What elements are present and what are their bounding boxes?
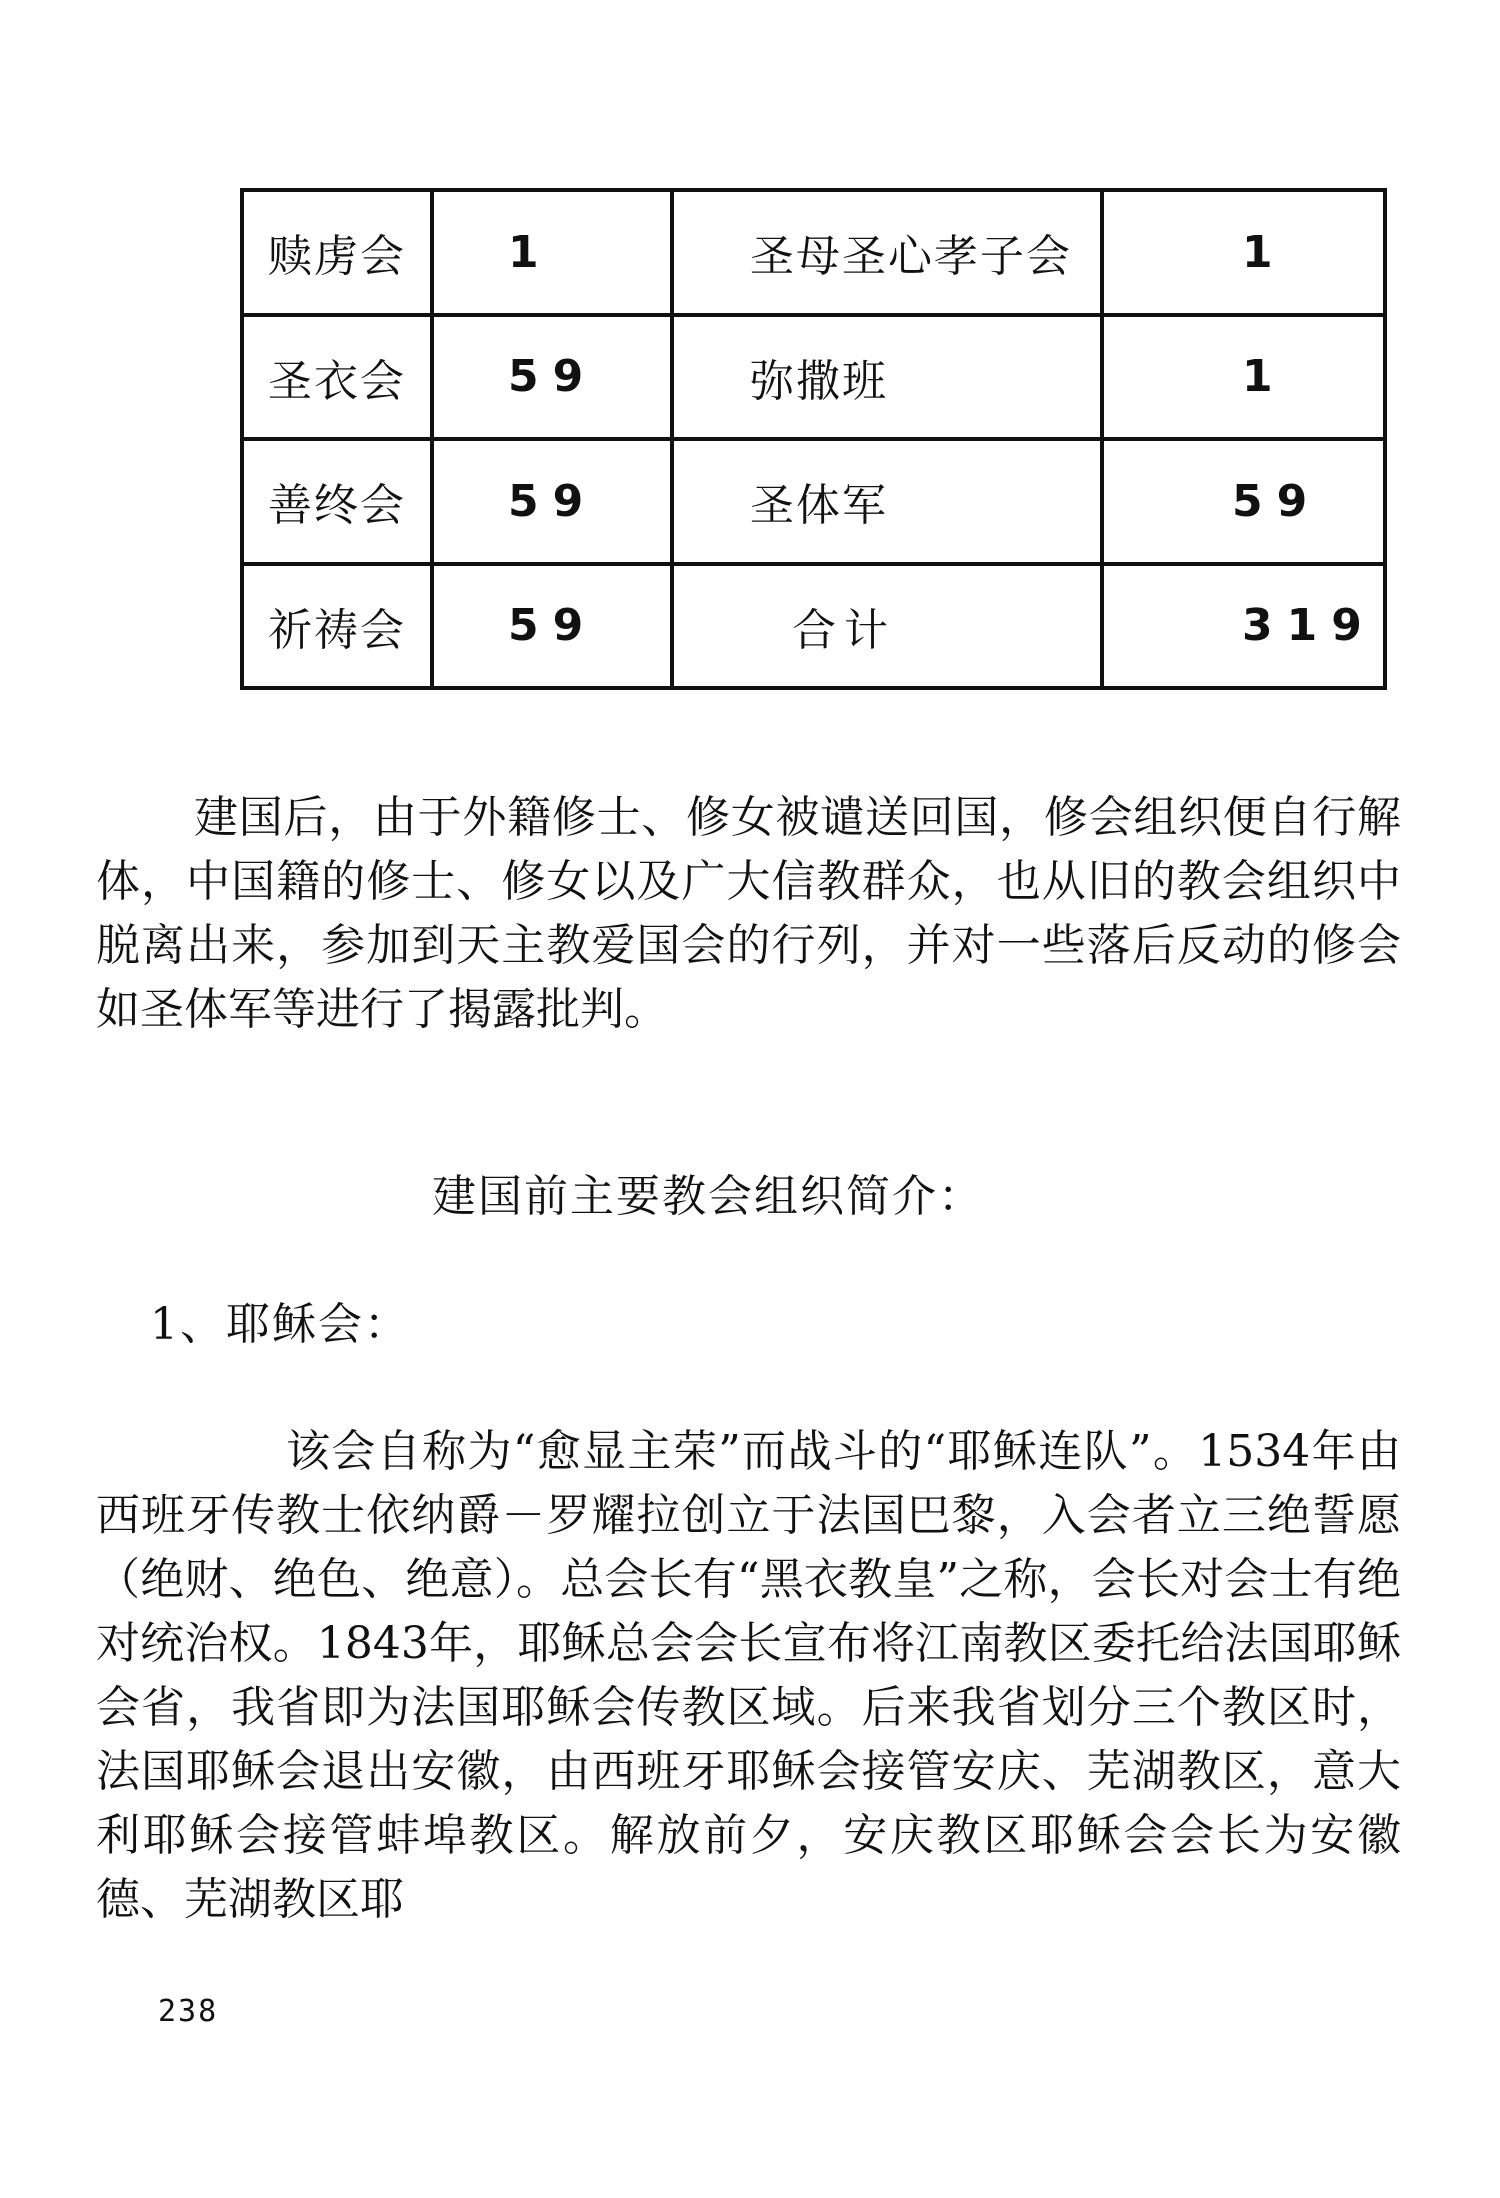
org-name-cell: 圣衣会 [242,315,432,440]
body-paragraph: 该会自称为“愈显主荣”而战斗的“耶稣连队”。1534年由西班牙传教士依纳爵－罗耀拉创立于法国巴黎，入会者立三绝誓愿（绝财、绝色、绝意）。总会长有“黑衣教皇”之称，会长对会士有绝对统治权。1843年，耶稣总会会长宣布将江南教区委托给法国耶稣会省，我省即为法国耶稣会传教区域。后来我省划分三个教区时，法国耶稣会退出安徽，由西班牙耶稣会接管安庆、芜湖教区，意大利耶稣会接管蚌埠教区。解放前夕，安庆教区耶稣会会长为安徽德、芜湖教区耶 [96,1426,1401,1925]
org-count-cell: 1 [1102,315,1385,440]
org-count-cell: 1 [432,190,672,315]
org-name-cell: 祈祷会 [242,564,432,689]
org-name-cell: 圣体军 [672,439,1102,564]
table-row [242,439,1385,564]
page-number: 238 [158,1994,219,2029]
subsection-heading: 1、耶稣会： [150,1299,410,1350]
org-name-cell: 弥撒班 [672,315,1102,440]
organization-table [240,188,1387,690]
total-label-cell: 合计 [672,564,1102,689]
org-count-cell: 59 [1102,439,1385,564]
org-count-cell: 59 [432,439,672,564]
section-heading: 建国前主要教会组织简介： [432,1171,984,1222]
org-count-cell: 59 [432,315,672,440]
table-row [242,564,1385,689]
org-count-cell: 1 [1102,190,1385,315]
org-name-cell: 善终会 [242,439,432,564]
table-row [242,190,1385,315]
org-count-cell: 59 [432,564,672,689]
org-name-cell: 赎虏会 [242,190,432,315]
table-row [242,315,1385,440]
total-count-cell: 319 [1102,564,1385,689]
body-paragraph: 建国后，由于外籍修士、修女被谴送回国，修会组织便自行解体，中国籍的修士、修女以及广大信教群众，也从旧的教会组织中脱离出来，参加到天主教爱国会的行列，并对一些落后反动的修会如圣体军等进行了揭露批判。 [96,792,1401,1035]
org-name-cell: 圣母圣心孝子会 [672,190,1102,315]
